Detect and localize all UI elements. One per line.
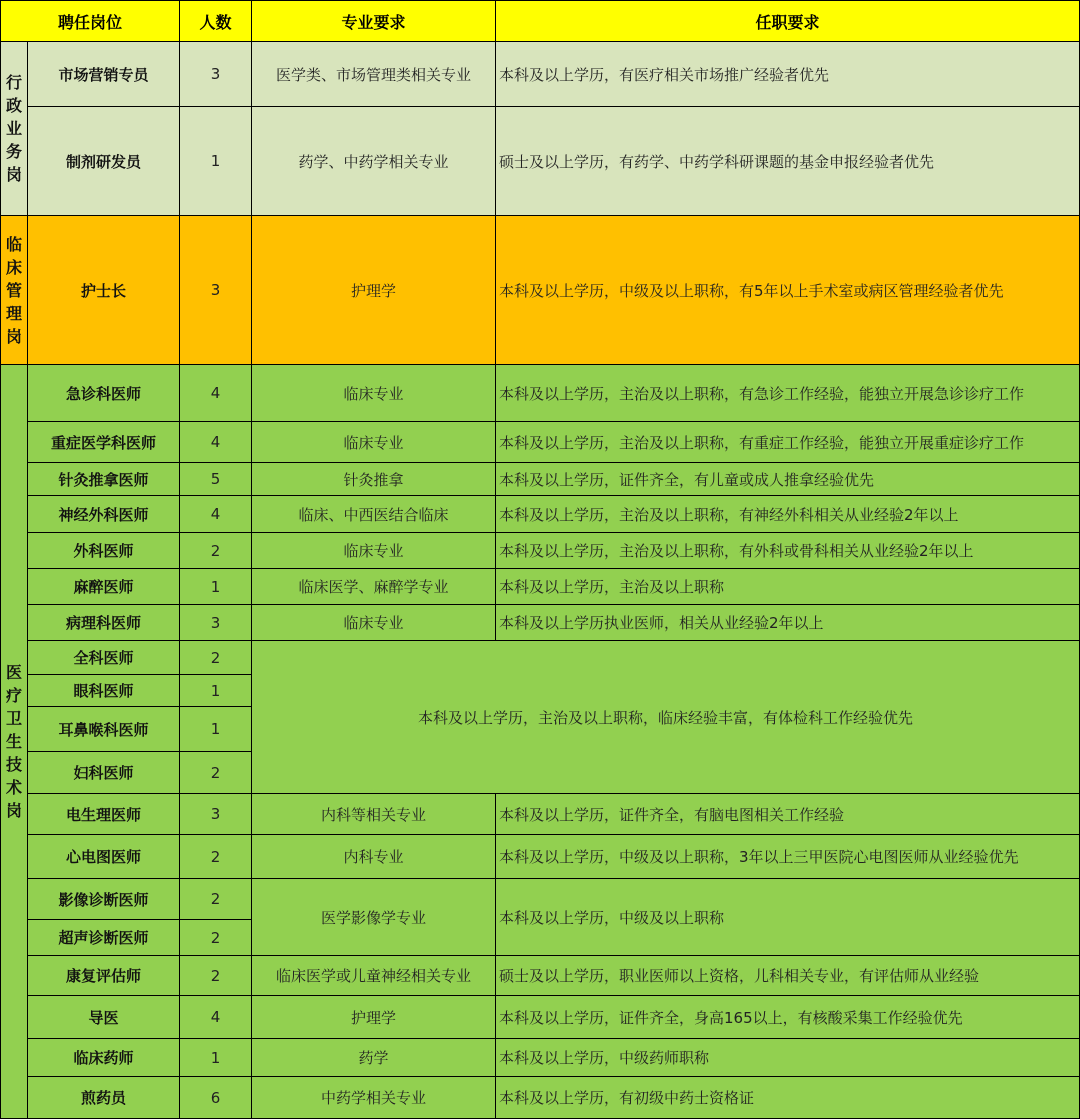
requirement-cell: 本科及以上学历，证件齐全，身高165以上，有核酸采集工作经验优先 [496,996,1080,1039]
requirement-cell: 本科及以上学历，中级药师职称 [496,1039,1080,1077]
requirement-cell: 本科及以上学历，主治及以上职称 [496,569,1080,605]
group-label-medical: 医疗卫生技术岗 [1,365,28,1119]
major-cell: 临床医学或儿童神经相关专业 [252,956,496,996]
major-cell: 内科等相关专业 [252,794,496,835]
count-cell: 3 [180,605,252,641]
table-row [1,496,1080,533]
table-row [1,956,1080,996]
header-position: 聘任岗位 [1,1,180,42]
requirement-cell: 本科及以上学历，主治及以上职称，有重症工作经验，能独立开展重症诊疗工作 [496,422,1080,463]
table-row [1,1039,1080,1077]
count-cell: 1 [180,569,252,605]
count-cell: 1 [180,707,252,752]
major-cell: 临床医学、麻醉学专业 [252,569,496,605]
count-cell: 1 [180,675,252,707]
count-cell: 2 [180,835,252,879]
table-row [1,605,1080,641]
table-row [1,463,1080,496]
table-row [1,422,1080,463]
position-cell: 心电图医师 [28,835,180,879]
major-cell: 临床专业 [252,605,496,641]
group-label-clinical-mgmt: 临床管理岗 [1,216,28,365]
major-cell: 医学类、市场管理类相关专业 [252,42,496,107]
requirement-cell: 本科及以上学历，主治及以上职称，有急诊工作经验，能独立开展急诊诊疗工作 [496,365,1080,422]
position-cell: 妇科医师 [28,752,180,794]
count-cell: 4 [180,496,252,533]
position-cell: 制剂研发员 [28,107,180,216]
position-cell: 影像诊断医师 [28,879,180,920]
header-count: 人数 [180,1,252,42]
count-cell: 1 [180,107,252,216]
requirement-cell: 本科及以上学历，主治及以上职称，有外科或骨科相关从业经验2年以上 [496,533,1080,569]
count-cell: 1 [180,1039,252,1077]
header-requirement: 任职要求 [496,1,1080,42]
requirement-cell: 硕士及以上学历，职业医师以上资格，儿科相关专业，有评估师从业经验 [496,956,1080,996]
table-row [1,835,1080,879]
position-cell: 电生理医师 [28,794,180,835]
major-cell: 临床、中西医结合临床 [252,496,496,533]
major-cell: 药学、中药学相关专业 [252,107,496,216]
count-cell: 2 [180,533,252,569]
count-cell: 4 [180,996,252,1039]
count-cell: 6 [180,1077,252,1119]
table-row [1,569,1080,605]
count-cell: 2 [180,879,252,920]
requirement-cell: 本科及以上学历，中级及以上职称，3年以上三甲医院心电图医师从业经验优先 [496,835,1080,879]
requirement-cell: 本科及以上学历，证件齐全，有脑电图相关工作经验 [496,794,1080,835]
count-cell: 3 [180,42,252,107]
count-cell: 2 [180,956,252,996]
requirement-cell: 本科及以上学历，有医疗相关市场推广经验者优先 [496,42,1080,107]
table-row [1,365,1080,422]
major-cell: 临床专业 [252,365,496,422]
position-cell: 神经外科医师 [28,496,180,533]
table-row [1,794,1080,835]
count-cell: 3 [180,794,252,835]
major-cell: 护理学 [252,216,496,365]
position-cell: 导医 [28,996,180,1039]
position-cell: 康复评估师 [28,956,180,996]
position-cell: 眼科医师 [28,675,180,707]
position-cell: 病理科医师 [28,605,180,641]
position-cell: 针灸推拿医师 [28,463,180,496]
table-row [1,216,1080,365]
count-cell: 2 [180,641,252,675]
count-cell: 2 [180,752,252,794]
requirement-cell: 硕士及以上学历，有药学、中药学科研课题的基金申报经验者优先 [496,107,1080,216]
major-cell: 临床专业 [252,533,496,569]
table-row [1,42,1080,107]
count-cell: 5 [180,463,252,496]
position-cell: 外科医师 [28,533,180,569]
table-row [1,107,1080,216]
position-cell: 耳鼻喉科医师 [28,707,180,752]
count-cell: 4 [180,365,252,422]
table-row [1,533,1080,569]
major-cell: 药学 [252,1039,496,1077]
requirement-cell: 本科及以上学历，中级及以上职称，有5年以上手术室或病区管理经验者优先 [496,216,1080,365]
merged-general-requirement: 本科及以上学历，主治及以上职称，临床经验丰富，有体检科工作经验优先 [252,641,1080,794]
major-cell: 内科专业 [252,835,496,879]
requirement-cell: 本科及以上学历，有初级中药士资格证 [496,1077,1080,1119]
table-row [1,879,1080,920]
major-cell: 中药学相关专业 [252,1077,496,1119]
header-major: 专业要求 [252,1,496,42]
position-cell: 重症医学科医师 [28,422,180,463]
position-cell: 临床药师 [28,1039,180,1077]
position-cell: 全科医师 [28,641,180,675]
major-cell: 针灸推拿 [252,463,496,496]
group-label-admin: 行政业务岗 [1,42,28,216]
requirement-cell: 本科及以上学历，主治及以上职称，有神经外科相关从业经验2年以上 [496,496,1080,533]
table-row [1,1077,1080,1119]
position-cell: 煎药员 [28,1077,180,1119]
merged-imaging-requirement: 本科及以上学历，中级及以上职称 [496,879,1080,956]
merged-imaging-major: 医学影像学专业 [252,879,496,956]
position-cell: 护士长 [28,216,180,365]
position-cell: 麻醉医师 [28,569,180,605]
count-cell: 2 [180,920,252,956]
major-cell: 护理学 [252,996,496,1039]
requirement-cell: 本科及以上学历，证件齐全，有儿童或成人推拿经验优先 [496,463,1080,496]
count-cell: 4 [180,422,252,463]
count-cell: 3 [180,216,252,365]
requirement-cell: 本科及以上学历执业医师，相关从业经验2年以上 [496,605,1080,641]
position-cell: 市场营销专员 [28,42,180,107]
position-cell: 急诊科医师 [28,365,180,422]
position-cell: 超声诊断医师 [28,920,180,956]
table-row [1,996,1080,1039]
major-cell: 临床专业 [252,422,496,463]
table-row [1,641,1080,675]
header-row [1,1,1080,42]
